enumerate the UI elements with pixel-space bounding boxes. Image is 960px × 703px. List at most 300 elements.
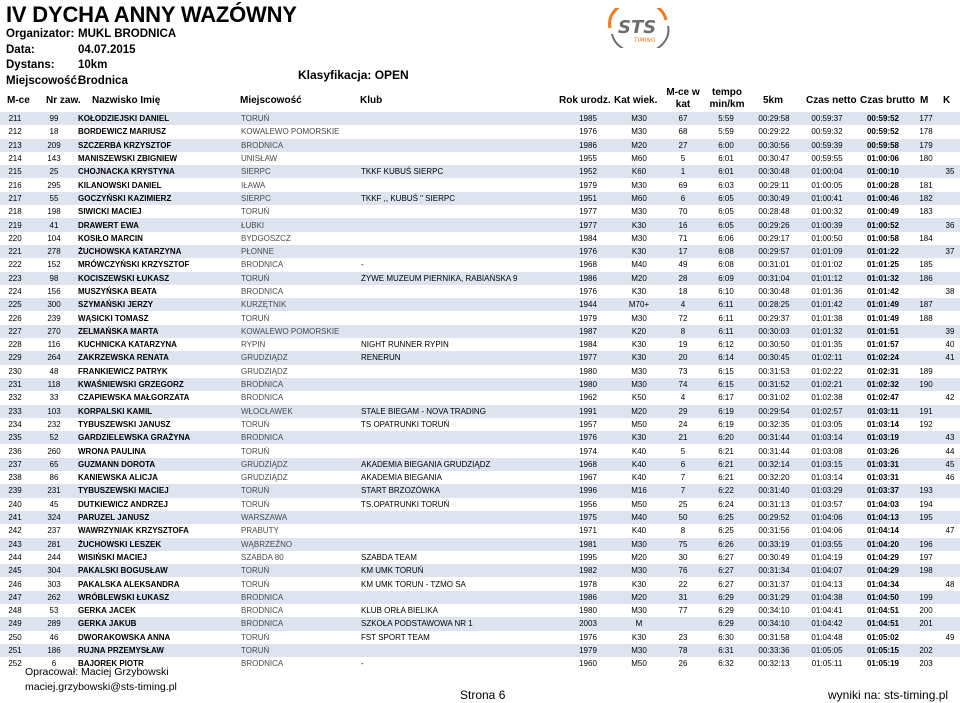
cell-bib: 45 xyxy=(30,498,78,511)
cell-pace: 6:32 xyxy=(704,657,748,670)
cell-time-brutto: 01:01:25 xyxy=(854,258,912,271)
cell-club xyxy=(361,644,560,657)
cell-place-in-cat: 5 xyxy=(662,152,704,165)
cell-place-k xyxy=(940,365,960,378)
cell-pace: 6:27 xyxy=(704,551,748,564)
cell-place-in-cat: 50 xyxy=(662,511,704,524)
cell-place: 230 xyxy=(0,365,30,378)
cell-place-k xyxy=(940,152,960,165)
cell-split-5km: 00:30:03 xyxy=(748,325,800,338)
cell-split-5km: 00:31:40 xyxy=(748,484,800,497)
cell-name: BORDEWICZ MARIUSZ xyxy=(78,125,241,138)
footer-author: Opracował: Maciej Grzybowski xyxy=(25,666,169,678)
cell-place-m: 194 xyxy=(912,498,940,511)
cell-split-5km: 00:32:14 xyxy=(748,458,800,471)
cell-time-brutto: 01:01:32 xyxy=(854,272,912,285)
cell-name: PARUZEL JANUSZ xyxy=(78,511,241,524)
cell-bib: 152 xyxy=(30,258,78,271)
cell-place: 234 xyxy=(0,418,30,431)
cell-split-5km: 00:31:44 xyxy=(748,444,800,457)
cell-city: SIERPC xyxy=(241,192,361,205)
cell-time-brutto: 01:03:31 xyxy=(854,471,912,484)
cell-name: DRAWERT EWA xyxy=(78,218,241,231)
cell-time-brutto: 01:00:52 xyxy=(854,218,912,231)
table-row xyxy=(0,471,960,484)
cell-place: 243 xyxy=(0,538,30,551)
cell-pace: 6:25 xyxy=(704,524,748,537)
cell-place: 247 xyxy=(0,591,30,604)
cell-place-in-cat xyxy=(662,617,704,630)
cell-time-brutto: 01:03:26 xyxy=(854,444,912,457)
cell-place-k xyxy=(940,232,960,245)
cell-place-k xyxy=(940,644,960,657)
cell-category: K30 xyxy=(616,338,662,351)
cell-place-k xyxy=(940,591,960,604)
table-row xyxy=(0,498,960,511)
cell-place-k xyxy=(940,617,960,630)
cell-time-netto: 00:59:37 xyxy=(800,112,854,125)
cell-time-brutto: 01:04:29 xyxy=(854,551,912,564)
cell-bib: 33 xyxy=(30,391,78,404)
cell-club xyxy=(361,325,560,338)
cell-place-m xyxy=(912,165,940,178)
meta-organizer: Organizator: MUKL BRODNICA xyxy=(6,28,177,40)
cell-year: 1968 xyxy=(560,458,616,471)
cell-time-brutto: 01:01:57 xyxy=(854,338,912,351)
cell-place-k xyxy=(940,511,960,524)
cell-place-k: 36 xyxy=(940,218,960,231)
cell-club xyxy=(361,205,560,218)
cell-time-brutto: 01:03:37 xyxy=(854,484,912,497)
cell-place-in-cat: 70 xyxy=(662,205,704,218)
cell-year: 1960 xyxy=(560,657,616,670)
cell-city: ŁUBKI xyxy=(241,218,361,231)
cell-split-5km: 00:29:52 xyxy=(748,511,800,524)
cell-place-m: 185 xyxy=(912,258,940,271)
cell-year: 1979 xyxy=(560,644,616,657)
table-row xyxy=(0,232,960,245)
cell-bib: 186 xyxy=(30,644,78,657)
cell-category: M20 xyxy=(616,139,662,152)
cell-place-m xyxy=(912,218,940,231)
cell-place-k xyxy=(940,298,960,311)
cell-time-netto: 01:05:05 xyxy=(800,644,854,657)
cell-time-brutto: 01:00:28 xyxy=(854,178,912,191)
cell-time-brutto: 01:04:14 xyxy=(854,524,912,537)
col-mce: M-ce xyxy=(7,95,30,106)
cell-time-brutto: 01:05:02 xyxy=(854,631,912,644)
cell-year: 1977 xyxy=(560,351,616,364)
cell-place-in-cat: 49 xyxy=(662,258,704,271)
cell-club xyxy=(361,178,560,191)
cell-place-k: 37 xyxy=(940,245,960,258)
cell-club: SZABDA TEAM xyxy=(361,551,560,564)
cell-split-5km: 00:31:04 xyxy=(748,272,800,285)
cell-club: KM UMK TORUŃ xyxy=(361,564,560,577)
cell-place-m xyxy=(912,325,940,338)
cell-split-5km: 00:29:54 xyxy=(748,405,800,418)
cell-place-k xyxy=(940,405,960,418)
cell-club: TKKF KUBUŚ SIERPC xyxy=(361,165,560,178)
cell-pace: 6:27 xyxy=(704,564,748,577)
table-row xyxy=(0,285,960,298)
cell-pace: 6:09 xyxy=(704,272,748,285)
cell-bib: 99 xyxy=(30,112,78,125)
cell-category: M30 xyxy=(616,538,662,551)
table-row xyxy=(0,644,960,657)
cell-place-m: 178 xyxy=(912,125,940,138)
cell-club xyxy=(361,511,560,524)
cell-bib: 143 xyxy=(30,152,78,165)
cell-club xyxy=(361,591,560,604)
cell-place-in-cat: 67 xyxy=(662,112,704,125)
cell-city: BRODNICA xyxy=(241,431,361,444)
cell-year: 1957 xyxy=(560,418,616,431)
cell-bib: 118 xyxy=(30,378,78,391)
cell-pace: 6:14 xyxy=(704,351,748,364)
cell-time-brutto: 01:04:20 xyxy=(854,538,912,551)
cell-name: ŻUCHOWSKI LESZEK xyxy=(78,538,241,551)
cell-club: ŻYWE MUZEUM PIERNIKA, RABIAŃSKA 9 xyxy=(361,272,560,285)
cell-bib: 231 xyxy=(30,484,78,497)
cell-bib: 232 xyxy=(30,418,78,431)
cell-pace: 6:08 xyxy=(704,258,748,271)
table-row xyxy=(0,378,960,391)
cell-place-m xyxy=(912,458,940,471)
cell-time-netto: 01:03:14 xyxy=(800,471,854,484)
cell-category: K30 xyxy=(616,245,662,258)
cell-bib: 244 xyxy=(30,551,78,564)
cell-city: KOWALEWO POMORSKIE xyxy=(241,325,361,338)
col-k: K xyxy=(943,95,951,106)
cell-place-in-cat: 20 xyxy=(662,351,704,364)
cell-year: 1968 xyxy=(560,258,616,271)
cell-bib: 25 xyxy=(30,165,78,178)
col-m: M xyxy=(920,95,929,106)
cell-place: 235 xyxy=(0,431,30,444)
cell-club xyxy=(361,139,560,152)
cell-city: WĄBRZEŹNO xyxy=(241,538,361,551)
cell-time-brutto: 01:02:47 xyxy=(854,391,912,404)
cell-split-5km: 00:34:10 xyxy=(748,617,800,630)
cell-place-in-cat: 78 xyxy=(662,644,704,657)
table-row xyxy=(0,418,960,431)
cell-place-k: 41 xyxy=(940,351,960,364)
cell-place-in-cat: 76 xyxy=(662,564,704,577)
cell-category: M60 xyxy=(616,192,662,205)
cell-name: CHOJNACKA KRYSTYNA xyxy=(78,165,241,178)
cell-city: TORUŃ xyxy=(241,272,361,285)
cell-place-m: 192 xyxy=(912,418,940,431)
cell-split-5km: 00:32:35 xyxy=(748,418,800,431)
cell-place-in-cat: 18 xyxy=(662,285,704,298)
table-row xyxy=(0,551,960,564)
cell-split-5km: 00:31:29 xyxy=(748,591,800,604)
cell-time-netto: 01:00:32 xyxy=(800,205,854,218)
cell-place-m: 190 xyxy=(912,378,940,391)
cell-bib: 18 xyxy=(30,125,78,138)
meta-place: Miejscowość: Brodnica xyxy=(6,74,128,87)
cell-category: K40 xyxy=(616,458,662,471)
cell-club: STALE BIEGAM - NOVA TRADING xyxy=(361,405,560,418)
cell-year: 1995 xyxy=(560,551,616,564)
cell-pace: 6:26 xyxy=(704,538,748,551)
cell-name: GERKA JACEK xyxy=(78,604,241,617)
cell-time-netto: 01:03:15 xyxy=(800,458,854,471)
cell-club: START BRZOZÓWKA xyxy=(361,484,560,497)
cell-place-k: 38 xyxy=(940,285,960,298)
cell-time-brutto: 01:05:19 xyxy=(854,657,912,670)
cell-year: 1981 xyxy=(560,538,616,551)
cell-place-in-cat: 69 xyxy=(662,178,704,191)
cell-bib: 103 xyxy=(30,405,78,418)
cell-club: - xyxy=(361,258,560,271)
cell-time-brutto: 01:01:42 xyxy=(854,285,912,298)
cell-category: M70+ xyxy=(616,298,662,311)
cell-bib: 260 xyxy=(30,444,78,457)
cell-category: M30 xyxy=(616,178,662,191)
cell-bib: 300 xyxy=(30,298,78,311)
cell-name: PAKALSKA ALEKSANDRA xyxy=(78,577,241,590)
cell-category: M30 xyxy=(616,564,662,577)
cell-place-in-cat: 17 xyxy=(662,245,704,258)
cell-place-m: 197 xyxy=(912,551,940,564)
cell-place: 231 xyxy=(0,378,30,391)
cell-place-k: 44 xyxy=(940,444,960,457)
cell-pace: 6:00 xyxy=(704,139,748,152)
cell-year: 1977 xyxy=(560,218,616,231)
cell-place: 213 xyxy=(0,139,30,152)
page-title: IV DYCHA ANNY WAZÓWNY xyxy=(6,2,297,27)
cell-year: 1951 xyxy=(560,192,616,205)
cell-bib: 98 xyxy=(30,272,78,285)
cell-name: KWAŚNIEWSKI GRZEGORZ xyxy=(78,378,241,391)
cell-time-netto: 01:00:50 xyxy=(800,232,854,245)
cell-split-5km: 00:29:37 xyxy=(748,311,800,324)
cell-bib: 104 xyxy=(30,232,78,245)
cell-bib: 41 xyxy=(30,218,78,231)
cell-category: K30 xyxy=(616,431,662,444)
cell-time-netto: 01:01:12 xyxy=(800,272,854,285)
cell-place: 251 xyxy=(0,644,30,657)
cell-place: 237 xyxy=(0,458,30,471)
cell-split-5km: 00:29:11 xyxy=(748,178,800,191)
cell-time-netto: 01:02:22 xyxy=(800,365,854,378)
cell-name: BAJOREK PIOTR xyxy=(78,657,241,670)
results-site-link[interactable]: wyniki na: sts-timing.pl xyxy=(828,688,949,702)
cell-time-brutto: 01:00:06 xyxy=(854,152,912,165)
cell-place-k xyxy=(940,551,960,564)
cell-place-k xyxy=(940,418,960,431)
cell-bib: 303 xyxy=(30,577,78,590)
cell-place-in-cat: 19 xyxy=(662,338,704,351)
cell-place-m: 196 xyxy=(912,538,940,551)
cell-category: M50 xyxy=(616,498,662,511)
table-row xyxy=(0,152,960,165)
cell-name: FRANKIEWICZ PATRYK xyxy=(78,365,241,378)
cell-city: PRABUTY xyxy=(241,524,361,537)
cell-time-netto: 01:03:57 xyxy=(800,498,854,511)
cell-bib: 264 xyxy=(30,351,78,364)
col-year: Rok urodz. xyxy=(559,95,611,106)
classification-label: Klasyfikacja: OPEN xyxy=(298,68,409,82)
cell-place: 252 xyxy=(0,657,30,670)
cell-place-m xyxy=(912,285,940,298)
cell-place-in-cat: 23 xyxy=(662,631,704,644)
cell-time-netto: 01:03:08 xyxy=(800,444,854,457)
cell-pace: 6:11 xyxy=(704,311,748,324)
col-city: Miejscowość xyxy=(240,95,302,106)
cell-place-m: 202 xyxy=(912,644,940,657)
cell-year: 1979 xyxy=(560,311,616,324)
cell-club: AKADEMIA BIEGANIA GRUDZIĄDZ xyxy=(361,458,560,471)
cell-club xyxy=(361,152,560,165)
cell-place-in-cat: 21 xyxy=(662,431,704,444)
table-row xyxy=(0,564,960,577)
cell-name: KANIEWSKA ALICJA xyxy=(78,471,241,484)
table-row xyxy=(0,125,960,138)
col-club: Klub xyxy=(360,95,383,106)
event-meta xyxy=(6,27,176,89)
cell-place: 250 xyxy=(0,631,30,644)
cell-pace: 6:20 xyxy=(704,431,748,444)
cell-year: 1944 xyxy=(560,298,616,311)
cell-place-m: 191 xyxy=(912,405,940,418)
cell-category: K30 xyxy=(616,351,662,364)
cell-year: 1952 xyxy=(560,165,616,178)
table-row xyxy=(0,258,960,271)
cell-place-in-cat: 8 xyxy=(662,524,704,537)
cell-place-m: 195 xyxy=(912,511,940,524)
svg-text:STS: STS xyxy=(618,17,657,38)
cell-place-in-cat: 75 xyxy=(662,538,704,551)
cell-name: KOSIŁO MARCIN xyxy=(78,232,241,245)
cell-place: 218 xyxy=(0,205,30,218)
cell-place-in-cat: 25 xyxy=(662,498,704,511)
table-row xyxy=(0,511,960,524)
table-row xyxy=(0,351,960,364)
cell-place-k: 48 xyxy=(940,577,960,590)
cell-year: 2003 xyxy=(560,617,616,630)
cell-place: 223 xyxy=(0,272,30,285)
cell-time-brutto: 00:59:58 xyxy=(854,139,912,152)
cell-place-k xyxy=(940,498,960,511)
cell-place-k xyxy=(940,484,960,497)
cell-city: IŁAWA xyxy=(241,178,361,191)
cell-time-netto: 01:04:48 xyxy=(800,631,854,644)
cell-place-m: 177 xyxy=(912,112,940,125)
cell-time-netto: 01:02:57 xyxy=(800,405,854,418)
cell-pace: 6:29 xyxy=(704,591,748,604)
cell-bib: 48 xyxy=(30,365,78,378)
cell-year: 1976 xyxy=(560,431,616,444)
cell-place-in-cat: 73 xyxy=(662,365,704,378)
cell-place: 245 xyxy=(0,564,30,577)
cell-club xyxy=(361,112,560,125)
table-row xyxy=(0,391,960,404)
cell-category: M16 xyxy=(616,484,662,497)
cell-pace: 6:21 xyxy=(704,471,748,484)
cell-club xyxy=(361,378,560,391)
cell-year: 1980 xyxy=(560,378,616,391)
cell-split-5km: 00:31:58 xyxy=(748,631,800,644)
cell-place: 212 xyxy=(0,125,30,138)
cell-time-netto: 01:00:41 xyxy=(800,192,854,205)
cell-year: 1980 xyxy=(560,365,616,378)
cell-year: 1979 xyxy=(560,178,616,191)
cell-city: GRUDZIĄDZ xyxy=(241,351,361,364)
cell-name: TYBUSZEWSKI JANUSZ xyxy=(78,418,241,431)
cell-club xyxy=(361,285,560,298)
cell-year: 1986 xyxy=(560,591,616,604)
cell-bib: 237 xyxy=(30,524,78,537)
cell-year: 1955 xyxy=(560,152,616,165)
cell-place-in-cat: 22 xyxy=(662,577,704,590)
cell-club xyxy=(361,365,560,378)
cell-city: TORUŃ xyxy=(241,418,361,431)
cell-place: 240 xyxy=(0,498,30,511)
cell-category: K50 xyxy=(616,391,662,404)
table-row xyxy=(0,112,960,125)
cell-pace: 6:01 xyxy=(704,152,748,165)
cell-place-in-cat: 74 xyxy=(662,378,704,391)
cell-split-5km: 00:31:56 xyxy=(748,524,800,537)
cell-place-in-cat: 4 xyxy=(662,391,704,404)
cell-year: 1978 xyxy=(560,577,616,590)
cell-bib: 65 xyxy=(30,458,78,471)
cell-split-5km: 00:30:48 xyxy=(748,285,800,298)
cell-bib: 295 xyxy=(30,178,78,191)
cell-pace: 6:27 xyxy=(704,577,748,590)
col-nr: Nr zaw. xyxy=(46,95,81,106)
table-row xyxy=(0,604,960,617)
cell-time-brutto: 01:03:31 xyxy=(854,458,912,471)
cell-name: KOŁODZIEJSKI DANIEL xyxy=(78,112,241,125)
cell-place-k: 46 xyxy=(940,471,960,484)
cell-split-5km: 00:29:57 xyxy=(748,245,800,258)
cell-city: TORUŃ xyxy=(241,631,361,644)
cell-city: TORUŃ xyxy=(241,498,361,511)
cell-time-netto: 01:03:55 xyxy=(800,538,854,551)
col-tempo: tempo min/km xyxy=(709,87,745,110)
cell-place-k xyxy=(940,205,960,218)
cell-split-5km: 00:31:01 xyxy=(748,258,800,271)
cell-club xyxy=(361,311,560,324)
cell-time-netto: 01:04:42 xyxy=(800,617,854,630)
footer-email[interactable]: maciej.grzybowski@sts-timing.pl xyxy=(25,681,177,693)
table-row xyxy=(0,165,960,178)
cell-split-5km: 00:30:47 xyxy=(748,152,800,165)
cell-place-m: 181 xyxy=(912,178,940,191)
cell-name: SIWICKI MACIEJ xyxy=(78,205,241,218)
cell-bib: 289 xyxy=(30,617,78,630)
cell-place-in-cat: 7 xyxy=(662,471,704,484)
cell-city: BRODNICA xyxy=(241,657,361,670)
cell-place: 211 xyxy=(0,112,30,125)
cell-club xyxy=(361,232,560,245)
cell-place-k xyxy=(940,258,960,271)
cell-category: M30 xyxy=(616,604,662,617)
cell-city: WŁOCŁAWEK xyxy=(241,405,361,418)
cell-place: 233 xyxy=(0,405,30,418)
cell-place-in-cat: 8 xyxy=(662,325,704,338)
cell-time-brutto: 00:59:52 xyxy=(854,125,912,138)
cell-time-netto: 01:01:36 xyxy=(800,285,854,298)
cell-city: BRODNICA xyxy=(241,378,361,391)
cell-place-m xyxy=(912,577,940,590)
cell-club: KM UMK TORUN - TZMO SA xyxy=(361,577,560,590)
cell-club xyxy=(361,444,560,457)
